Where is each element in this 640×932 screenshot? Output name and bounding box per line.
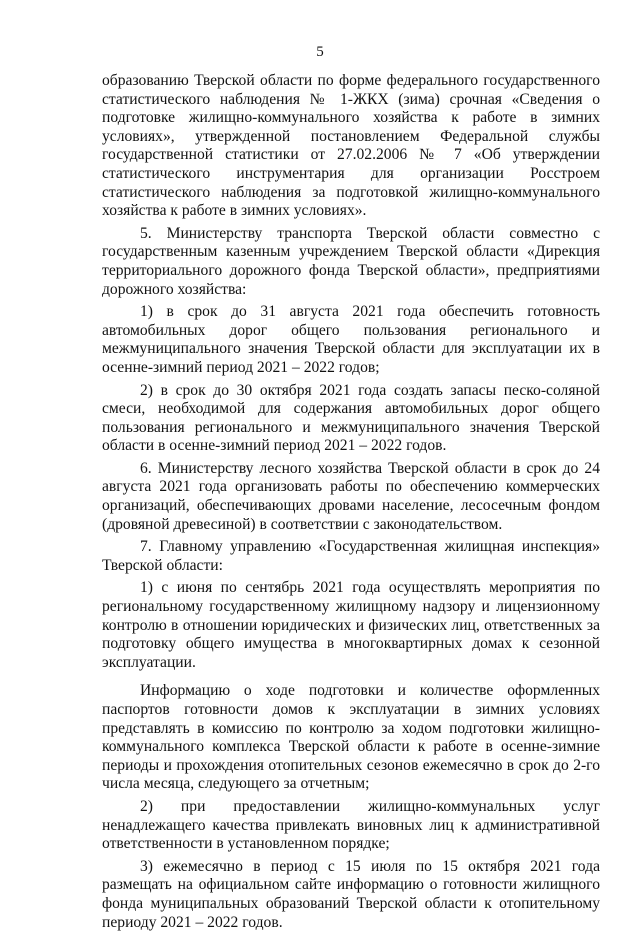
paragraph-item-5-2: 2) в срок до 30 октября 2021 года создать запасы песко-соляной смеси, необходимой для содержания автомобильных дорог общего пользования регионального и межмуниципального значения Тверской области в осенне-зимний период 2021 – 2022 годов. [102, 381, 600, 455]
paragraph-information: Информацию о ходе подготовки и количестве оформленных паспортов готовности домов к эксплуатации в зимних условиях представлять в комиссию по контролю за ходом подготовки жилищно-коммунального комплекса Тверской области к работе в осенне-зимние периоды и прохождения отопительных сезонов ежемесячно в срок до 2-го числа месяца, следующего за отчетным; [102, 682, 600, 793]
paragraph-item-5: 5. Министерству транспорта Тверской области совместно с государственным казенным учреждением Тверской области «Дирекция территориального дорожного фонда Тверской области», предприятиями дорожного хозяйства: [102, 224, 600, 298]
page-number: 5 [316, 44, 324, 60]
paragraph-item-6: 6. Министерству лесного хозяйства Тверской области в срок до 24 августа 2021 года организовать работы по обеспечению коммерческих организаций, обеспечивающих дровами население, лесосечным фондом (дровяной древесиной) в соответствии с законодательством. [102, 459, 600, 533]
paragraph-item-7-2: 2) при предоставлении жилищно-коммунальных услуг ненадлежащего качества привлекать виновных лиц к административной ответственности в установленном порядке; [102, 797, 600, 853]
paragraph-item-5-1: 1) в срок до 31 августа 2021 года обеспечить готовность автомобильных дорог общего пользования регионального и межмуниципального значения Тверской области для эксплуатации их в осенне-зимний период 2021 – 2022 годов; [102, 303, 600, 376]
paragraph-item-7: 7. Главному управлению «Государственная жилищная инспекция» Тверской области: [102, 538, 600, 574]
paragraph-continuation: образованию Тверской области по форме федерального государственного статистического наблюдения № 1-ЖКХ (зима) срочная «Сведения о подготовке жилищно-коммунального хозяйства к работе в зимних условиях», утвержденной постановлением Федеральной службы государственной статистики от 27.02.2006 № 7 «Об утверждении статистического инструментария для организации Росстроем статистического наблюдения за подготовкой жилищно-коммунального хозяйства к работе в зимних условиях». [102, 72, 600, 220]
paragraph-item-7-1: 1) с июня по сентябрь 2021 года осуществлять мероприятия по региональному государственному жилищному надзору и лицензионному контролю в отношении юридических и физических лиц, ответственных за подготовку общего имущества в многоквартирных домах к сезонной эксплуатации. [102, 579, 600, 671]
paragraph-item-7-3: 3) ежемесячно в период с 15 июля по 15 октября 2021 года размещать на официальном сайте информацию о готовности жилищного фонда муниципальных образований Тверской области к отопительному периоду 2021 – 2022 годов. [102, 857, 600, 931]
document-body [102, 72, 600, 932]
